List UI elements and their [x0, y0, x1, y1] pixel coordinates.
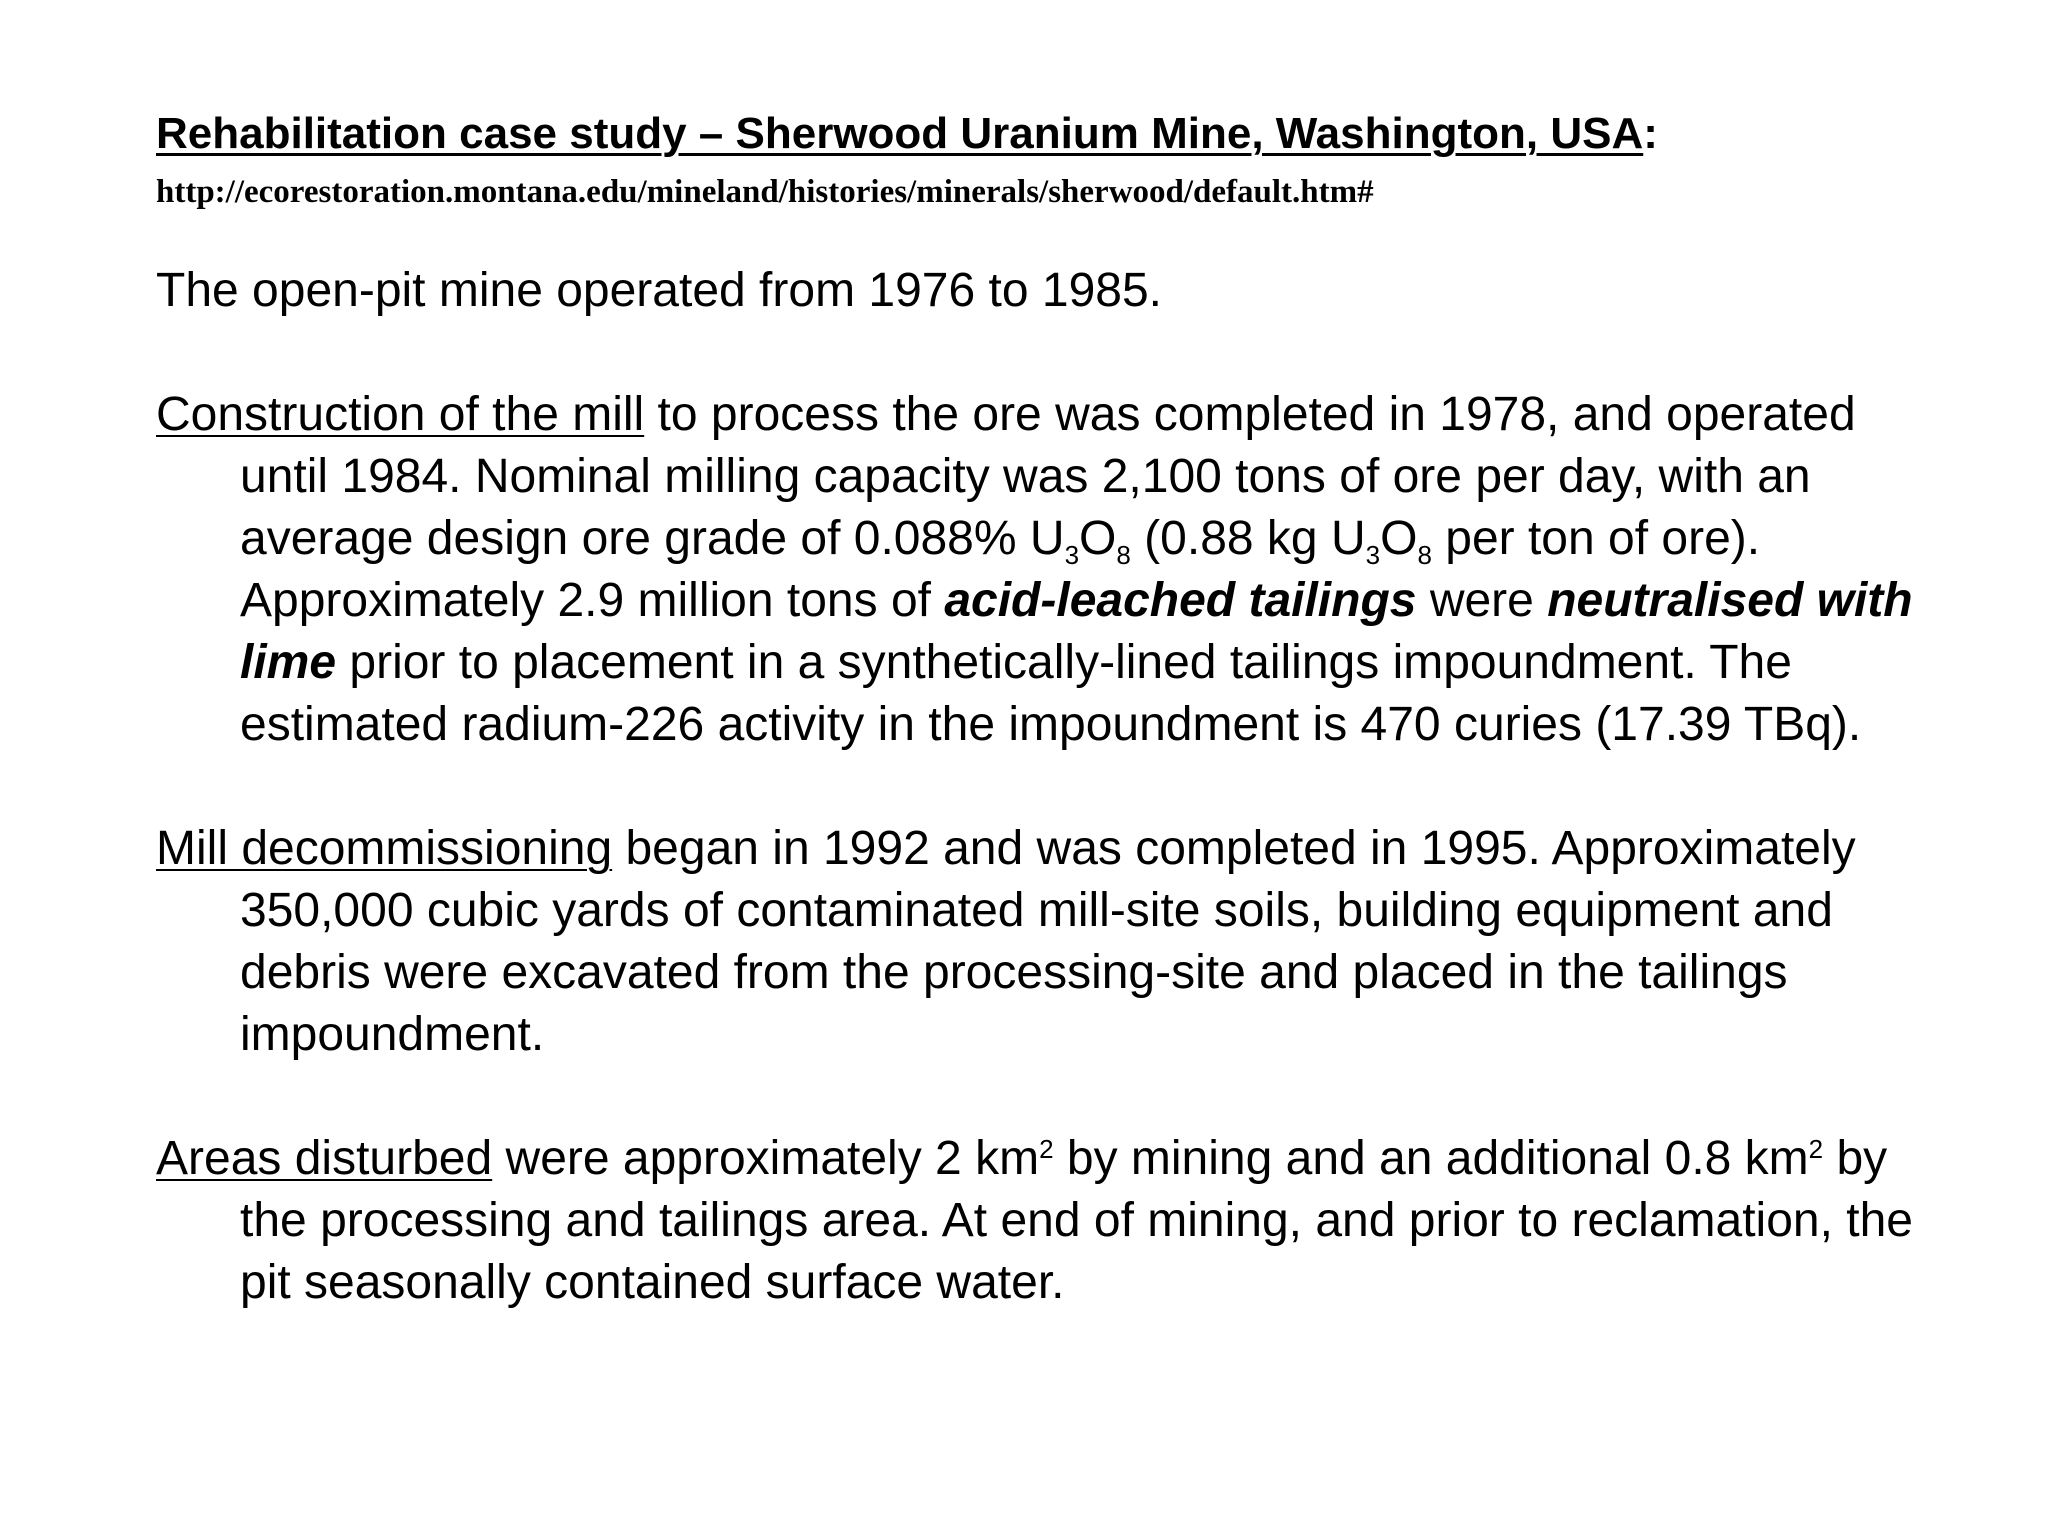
areas-sup-1: 2 — [1039, 1134, 1054, 1164]
areas-sup-2: 2 — [1808, 1134, 1824, 1164]
mill-text-4: O — [1380, 512, 1418, 565]
title-text: Rehabilitation case study – Sherwood Uranium Mine, Washington, USA — [156, 109, 1644, 158]
mill-text-7: prior to placement in a synthetically-lined tailings impoundment. The estimated radium-226 activity in the impoundment is 470 curies (17.39 TBq). — [240, 636, 1862, 751]
mill-sub-2: 8 — [1116, 540, 1131, 570]
mill-sub-1: 3 — [1064, 540, 1080, 570]
areas-heading: Areas disturbed — [156, 1132, 493, 1185]
decommissioning-text: began in 1992 and was completed in 1995. Approximately 350,000 cubic yards of contaminated mill-site soils, building equipment and debris were excavated from the processing-site and placed in the tailings impoundment. — [240, 822, 1856, 1061]
document-title — [156, 104, 1956, 164]
mill-text-3: (0.88 kg U — [1130, 512, 1366, 565]
mill-text-6: were — [1416, 574, 1548, 627]
mill-sub-4: 8 — [1417, 540, 1432, 570]
mill-emphasis-1: acid-leached tailings — [944, 574, 1417, 627]
mill-emphasis-2: neutralised with lime — [240, 574, 1913, 689]
source-url: http://ecorestoration.montana.edu/mineland/histories/minerals/sherwood/default.htm# — [156, 174, 1374, 210]
areas-text-3: by the processing and tailings area. At end of mining, and prior to reclamation, the pit seasonally contained surface water. — [240, 1132, 1913, 1309]
areas-text-1: were approximately 2 km — [492, 1132, 1040, 1185]
mill-sub-3: 3 — [1365, 540, 1381, 570]
document-page — [156, 104, 1956, 1314]
areas-text-2: by mining and an additional 0.8 km — [1053, 1132, 1809, 1185]
mill-text-1: to process the ore was completed in 1978, and operated until 1984. Nominal milling capacity was 2,100 tons of ore per day, with an average design ore grade of 0.088% U — [240, 388, 1856, 565]
areas-paragraph — [156, 1128, 1956, 1314]
mill-paragraph — [156, 384, 1956, 756]
mill-heading: Construction of the mill — [156, 388, 645, 441]
mill-text-5: per ton of ore). Approximately 2.9 million tons of — [240, 512, 1761, 627]
title-colon: : — [1643, 109, 1658, 158]
decommissioning-heading: Mill decommissioning — [156, 822, 613, 875]
mill-text-2: O — [1079, 512, 1117, 565]
decommissioning-paragraph — [156, 818, 1956, 1066]
intro-paragraph: The open-pit mine operated from 1976 to 1985. — [156, 264, 1162, 317]
